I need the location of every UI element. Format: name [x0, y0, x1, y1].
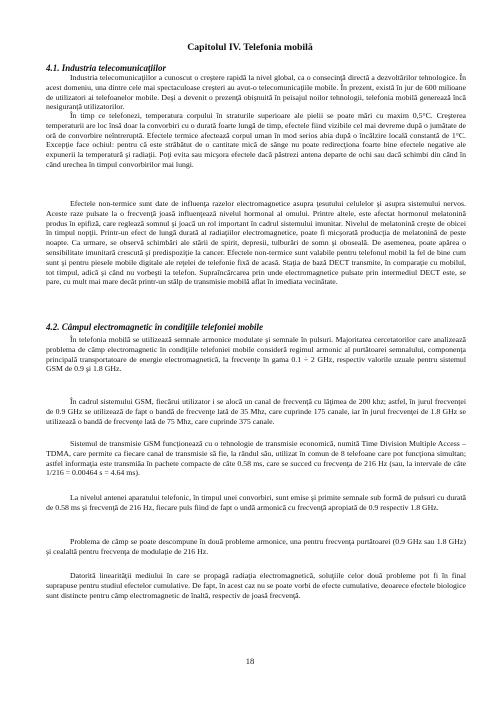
- chapter-title: Capitolul IV. Telefonia mobilă: [187, 42, 313, 53]
- paragraph-telecom-industry: Industria telecomunicaţiilor a cunoscut o creştere rapidă la nivel global, ca o consecinţă directă a dezvoltărilor tehnologice. În acest domeniu, una dintre cele mai spectaculoase creşteri au avut-o telecomunicaţiile mobile. În prezent, există în jur de 600 milioane de utilizatori ai telefoanelor mobile. Deşi a devenit o prezenţă obişnuită în peisajul noilor tehnologii, telefonia mobilă generează încă nesiguranţă utilizatorilor.: [46, 73, 466, 112]
- paragraph-harmonic-signals: În telefonia mobilă se utilizează semnale armonice modulate şi semnale în pulsuri. Majoritatea cercetatorilor care analizează problema de câmp electromagnetic în condiţiile telefoniei mobile consideră regimul armonic al purtătoarei semnalului, componenţa principală transportatoare de energie electromagnetică, la frecvenţe în gama 0.1 ÷ 2 GHz, respectiv valorile uzuale pentru sistemul GSM de 0.9 şi 1.8 GHz.: [46, 335, 466, 374]
- paragraph-tdma: Sistemul de transmisie GSM funcţionează cu o tehnologie de transmisie economică, numită Time Division Multiple Access – TDMA, care permite ca fiecare canal de transmisie să fie, la rândul său, utilizat în comun de 8 telefoane care pot funcţiona simultan; astfel informaţia este transmiăa în pachete compacte de câte 0.58 ms, care se succed cu frecvenţa de 216 Hz (sau, la intervale de câte 1/216 = 0.00464 s = 4.64 ms).: [46, 439, 466, 478]
- page-number: 18: [245, 656, 255, 666]
- paragraph-non-thermal-effects: Efectele non-termice sunt date de influenţa razelor electromagnetice asupra ţesutului celulelor şi asupra sistemului nervos. Aceste raze pulsate la o frecvenţă joasă influenţează nivelul hormonal al omului. Printre altele, este afectat hormonul melatonină produs în epifiză, care reglează somnul şi joacă un rol important în cadrul sistemului imunitar. Nivelul de melatonină creşte de obicei în timpul nopţii. Printr-un efect de lungă durată al radiaţiilor electromagnetice, poate fi micşorată producţia de melatonină de peste noapte. Ca urmare, se observă schimbări ale stării de spirit, depresii, tulburări de somn şi oboseală. De asemenea, poate apărea o sensibilitate imunitară crescută şi predispoziţie la cancer. Efectele non-termice sunt valabile pentru telefonul mobil la fel de bine cum sunt şi pentru piesele mobile digitale ale reţelei de telefonie fixă de acasă. Staţia de bază DECT transmite, în comparaţie cu mobilul, tot timpul, adică şi când nu vorbeşti la telefon. Supraîncărcarea prin unde electromagnetice pulsate prin intermediul DECT este, se pare, cu mult mai mare decât printr-un stâlp de transmisie mobilă aflat în imediata vecinătate.: [46, 199, 466, 287]
- paragraph-linearity: Datorită linearităţii mediului în care se propagă radiaţia electromagnetică, soluţiile celor două probleme pot fi în final suprapuse pentru studiul efectelor cumulative. De fapt, în acest caz nu se poate vorbi de efecte cumulative, deoarece efectele biologice sunt distincte pentru câmp electromagnetic de înaltă, respectiv de joasă frecvenţă.: [46, 571, 466, 600]
- section-heading-4-1: 4.1. Industria telecomunicaţiilor: [46, 63, 167, 73]
- paragraph-field-problem: Problema de câmp se poate descompune în două probleme armonice, una pentru frecvenţa purtătoarei (0.9 GHz sau 1.8 GHz) şi cealaltă pentru frecvenţa de modulaţie de 216 Hz.: [46, 537, 466, 556]
- paragraph-gsm-channels: În cadrul sistemului GSM, fiecărui utilizator i se alocă un canal de frecvenţă cu lăţimea de 200 khz; astfel, în jurul frecvenţei de 0.9 GHz se utilizează de fapt o bandă de frecvenţe lată de 35 Mhz, care cuprinde 175 canale, iar în jurul frecvenţei de 1.8 GHz se utilizează o bandă de frecvenţe lată de 75 Mhz, care cuprinde 375 canale.: [46, 397, 466, 426]
- paragraph-thermal-effects: În timp ce telefonezi, temperatura corpului în straturile superioare ale pielii se poate mări cu maxim 0,5°C. Creşterea temperaturii are loc însă doar la convorbiri cu o durată foarte lungă de timp, efectele fiind vizibile cel mai devreme după o jumătate de oră de convorbire neîntreruptă. Efectele termice afectează corpul uman în mod serios abia după o încălzire locală constantă de 1°C. Excepţie face ochiul: pentru că este străbătut de o cantitate mică de sânge nu poate redirecţiona foarte bine efectele negative ale expunerii la temperatură şi radiaţii. Poţi evita sau micşora efectele dacă păstrezi antena departe de ochi sau dacă schimbi din când în când urechea în timpul convorbirilor mai lungi.: [46, 111, 466, 169]
- section-heading-4-2: 4.2. Câmpul electromagnetic în condiţiile telefoniei mobile: [46, 322, 263, 332]
- paragraph-antenna-pulses: La nivelul antenei aparatului telefonic, în timpul unei convorbiri, sunt emise şi primite semnale sub formă de pulsuri cu durată de 0.58 ms şi frecvenţă de 216 Hz, fiecare puls fiind de fapt o undă armonică cu frecvenţă apropiată de 0.9 respectiv 1.8 GHz.: [46, 493, 466, 512]
